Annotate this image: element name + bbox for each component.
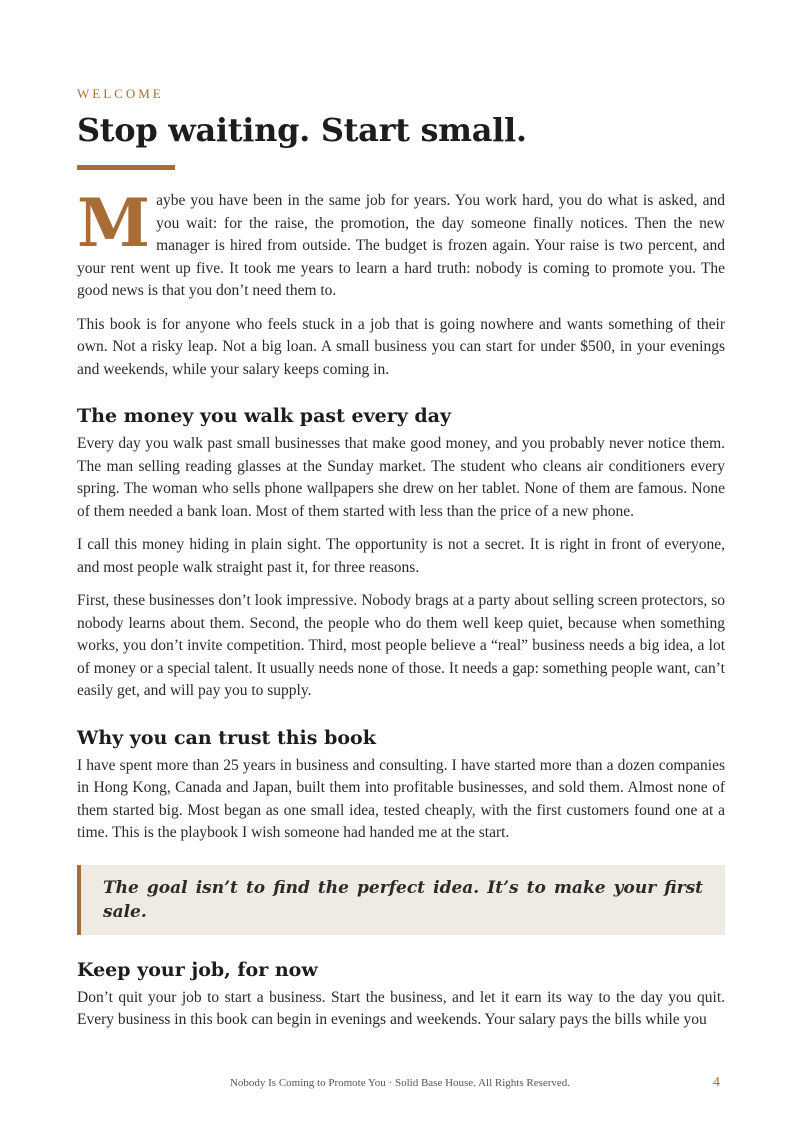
- body-content: [77, 184, 725, 1043]
- intro-paragraph-1-text: aybe you have been in the same job for years. You work hard, you do what is asked, and you wait: for the raise, the promotion, the day someone finally notices. Then the new manager is hired from outside. The budget is frozen again. Your raise is two percent, and your rent went up five. It took me years to learn a hard truth: nobody is coming to promote you. The good news is that you don’t need them to.: [77, 192, 725, 299]
- page-title: Stop waiting. Start small.: [77, 111, 527, 149]
- money-paragraph-1: Every day you walk past small businesses that make good money, and you probably never notice them. The man selling reading glasses at the Sunday market. The student who cleans air conditioners every spring. The woman who sells phone wallpapers she drew on her tablet. None of them are famous. None of them needed a bank loan. Most of them started with less than the price of a new phone.: [77, 435, 725, 520]
- money-paragraph-2: I call this money hiding in plain sight. The opportunity is not a secret. It is right in front of everyone, and most people walk straight past it, for three reasons.: [77, 536, 725, 576]
- title-underline-rule: [77, 165, 175, 170]
- section-eyebrow: WELCOME: [77, 86, 164, 101]
- section-heading-money: The money you walk past every day: [77, 405, 451, 427]
- section-heading-keep-job: Keep your job, for now: [77, 958, 318, 981]
- section-heading-trust: Why you can trust this book: [77, 726, 376, 749]
- money-paragraph-3: First, these businesses don’t look impressive. Nobody brags at a party about selling screen protectors, so nobody learns about them. Second, the people who do them well keep quiet, because when something works, you don’t invite competition. Third, most people believe a “real” business needs a big idea, a lot of money or a special talent. It usually needs none of those. It needs a gap: something people want, can’t easily get, and will pay you to supply.: [77, 592, 725, 699]
- page-number: 4: [713, 1075, 720, 1090]
- pull-quote: The goal isn’t to find the perfect idea. It’s to make your first sale.: [77, 865, 725, 935]
- keep-job-paragraph-1: Don’t quit your job to start a business. Start the business, and let it earn its way to the day you quit. Every business in this book can begin in evenings and weekends. Your salary pays the bills while you: [77, 988, 725, 1028]
- page-footer: Nobody Is Coming to Promote You · Solid Base House. All Rights Reserved.: [229, 1077, 571, 1089]
- trust-paragraph-1: I have spent more than 25 years in business and consulting. I have started more than a dozen companies in Hong Kong, Canada and Japan, built them into profitable businesses, and sold them. Almost none of them started big. Most began as one small idea, tested cheaply, with the first customers found one at a time. This is the playbook I wish someone had handed me at the start.: [77, 756, 725, 841]
- intro-paragraph-1: [77, 184, 725, 303]
- drop-cap: M: [77, 184, 151, 262]
- intro-paragraph-2: This book is for anyone who feels stuck in a job that is going nowhere and wants something of their own. Not a risky leap. Not a big loan. A small business you can start for under $500, in your evenings and weekends, while your salary keeps coming in.: [77, 315, 725, 378]
